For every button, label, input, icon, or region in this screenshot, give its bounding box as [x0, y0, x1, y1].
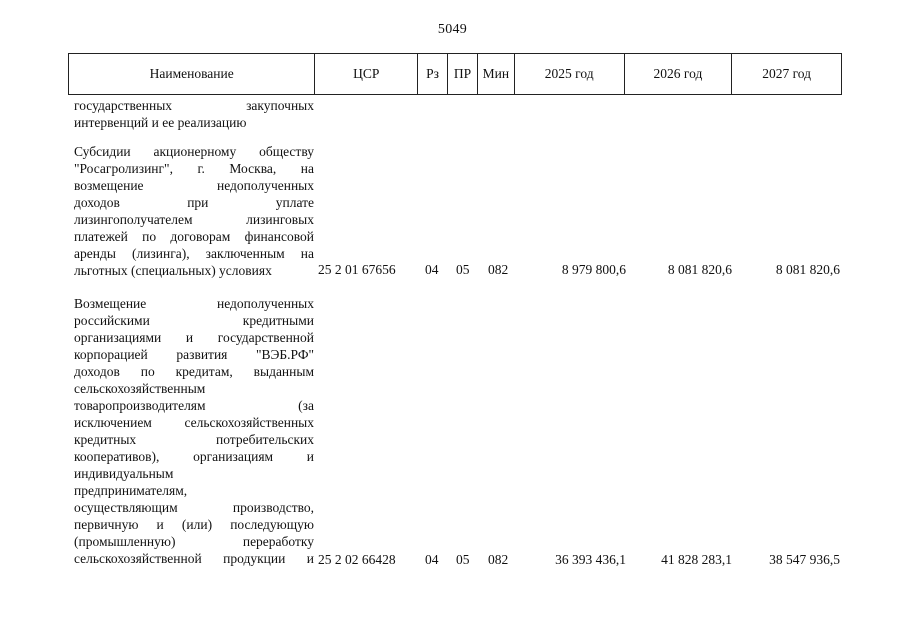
row-0-line-1: интервенций и ее реализацию	[74, 115, 247, 130]
row-1-line-5: платежей по договорам финансовой	[74, 229, 314, 244]
row-1-line-1: "Росагролизинг", г. Москва, на	[74, 161, 314, 176]
row-1-2026: 8 081 820,6	[667, 262, 732, 277]
row-2-line-5: сельскохозяйственным	[74, 381, 206, 396]
row-2-min: 082	[488, 552, 509, 567]
row-1-2027: 8 081 820,6	[775, 262, 840, 277]
header-name: Наименование	[69, 54, 315, 94]
row-0-line-0: государственных закупочных	[74, 98, 314, 113]
row-2-line-13: первичную и (или) последующую	[74, 517, 314, 532]
row-2-rz: 04	[425, 552, 439, 567]
row-2-line-4: доходов по кредитам, выданным	[74, 364, 314, 379]
row-2-line-9: кооперативов), организациям и	[74, 449, 314, 464]
row-2-line-7: исключением сельскохозяйственных	[74, 415, 314, 430]
table-row-1-name	[74, 143, 314, 279]
row-1-line-6: аренды (лизинга), заключенным на	[74, 246, 314, 261]
row-1-line-4: лизингополучателем лизинговых	[74, 212, 314, 227]
row-2-line-10: индивидуальным	[74, 466, 174, 481]
row-2-line-0: Возмещение недополученных	[74, 296, 314, 311]
row-1-line-3: доходов при уплате	[74, 195, 314, 210]
row-1-2025: 8 979 800,6	[561, 262, 626, 277]
row-2-line-3: корпорацией развития "ВЭБ.РФ"	[74, 347, 314, 362]
row-1-rz: 04	[425, 262, 439, 277]
table-row-2-name	[74, 295, 314, 567]
row-1-line-2: возмещение недополученных	[74, 178, 314, 193]
row-2-line-8: кредитных потребительских	[74, 432, 314, 447]
header-2025: 2025 год	[515, 54, 625, 94]
row-2-2025: 36 393 436,1	[555, 552, 626, 567]
header-2026: 2026 год	[625, 54, 733, 94]
table-header	[68, 53, 842, 95]
row-1-line-0: Субсидии акционерному обществу	[74, 144, 314, 159]
page-number: 5049	[437, 22, 468, 37]
row-1-csr: 25 2 01 67656	[318, 262, 396, 277]
header-min: Мин	[478, 54, 515, 94]
row-1-pr: 05	[456, 262, 470, 277]
row-2-csr: 25 2 02 66428	[318, 552, 396, 567]
header-pr: ПР	[448, 54, 478, 94]
table-row-0-name	[74, 97, 314, 131]
header-rz: Рз	[418, 54, 448, 94]
row-2-line-12: осуществляющим производство,	[74, 500, 314, 515]
header-csr: ЦСР	[315, 54, 418, 94]
row-2-line-15: сельскохозяйственной продукции и	[74, 551, 314, 566]
row-2-line-11: предпринимателям,	[74, 483, 188, 498]
row-2-2027: 38 547 936,5	[769, 552, 840, 567]
row-2-pr: 05	[456, 552, 470, 567]
row-2-line-6: товаропроизводителям (за	[74, 398, 314, 413]
row-2-line-14: (промышленную) переработку	[74, 534, 314, 549]
row-1-min: 082	[488, 262, 509, 277]
row-2-line-2: организациями и государственной	[74, 330, 314, 345]
row-2-2026: 41 828 283,1	[661, 552, 732, 567]
row-2-line-1: российскими кредитными	[74, 313, 314, 328]
row-1-line-7: льготных (специальных) условиях	[74, 263, 272, 278]
header-2027: 2027 год	[762, 66, 812, 81]
